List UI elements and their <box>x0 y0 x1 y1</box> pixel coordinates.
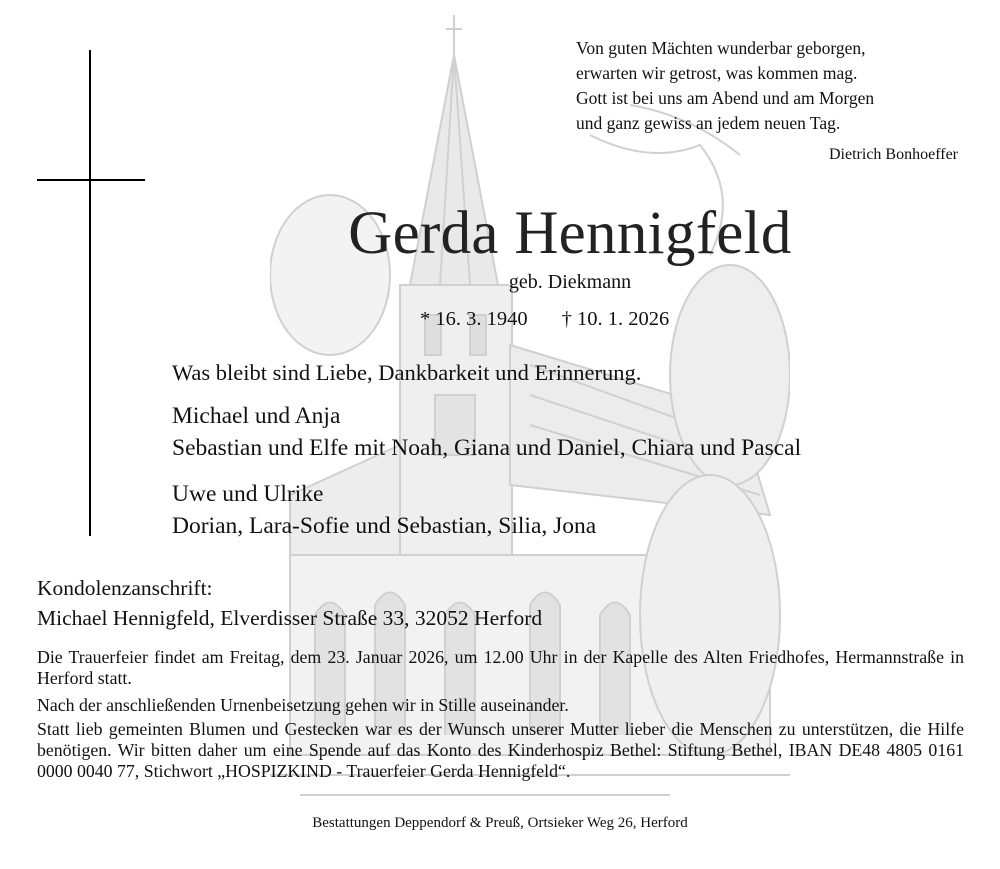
cross-symbol-vertical <box>89 50 91 536</box>
bonhoeffer-quote <box>576 36 996 136</box>
urn-info: Nach der anschließenden Urnenbeisetzung gehen wir in Stille auseinander. <box>37 695 569 715</box>
motto: Was bleibt sind Liebe, Dankbarkeit und Erinnerung. <box>172 360 642 385</box>
quote-line: Von guten Mächten wunderbar geborgen, <box>576 38 866 58</box>
funeral-info: Die Trauerfeier findet am Freitag, dem 23. Januar 2026, um 12.00 Uhr in der Kapelle des Alten Friedhofes, Hermannstraße in Herford statt. <box>37 647 964 688</box>
funeral-home-footer: Bestattungen Deppendorf & Preuß, Ortsieker Weg 26, Herford <box>312 815 688 831</box>
deceased-name: Gerda Hennigfeld <box>348 200 792 267</box>
quote-author: Dietrich Bonhoeffer <box>829 146 958 163</box>
life-dates <box>420 308 669 331</box>
family-parents: Uwe und Ulrike <box>172 481 324 507</box>
family-parents: Michael und Anja <box>172 403 341 429</box>
quote-line: Gott ist bei uns am Abend und am Morgen <box>576 88 875 108</box>
condolence-address: Michael Hennigfeld, Elverdisser Straße 33, 32052 Herford <box>37 606 543 630</box>
family-group <box>172 400 801 464</box>
birth-date: * 16. 3. 1940 <box>420 308 528 330</box>
condolence-address-block <box>37 573 542 633</box>
maiden-name: geb. Diekmann <box>508 271 632 293</box>
quote-line: und ganz gewiss an jedem neuen Tag. <box>576 113 841 133</box>
condolence-label: Kondolenzanschrift: <box>37 576 213 600</box>
family-children: Sebastian und Elfe mit Noah, Giana und Daniel, Chiara und Pascal <box>172 435 802 461</box>
family-children: Dorian, Lara-Sofie und Sebastian, Silia, Jona <box>172 513 597 539</box>
family-group <box>172 478 596 542</box>
cross-symbol-horizontal <box>37 179 145 181</box>
donation-info: Statt lieb gemeinten Blumen und Gestecken war es der Wunsch unserer Mutter lieber die Menschen zu unterstützen, die Hilfe benötigen. Wir bitten daher um eine Spende auf das Konto des Kinderhospiz Bethel: Stiftung Bethel, IBAN DE48 4805 0161 0000 0040 77, Stichwort „HOSPIZKIND - Trauerfeier Gerda Hennigfeld“. <box>37 719 964 781</box>
death-date: † 10. 1. 2026 <box>561 308 670 330</box>
quote-line: erwarten wir getrost, was kommen mag. <box>576 63 858 83</box>
